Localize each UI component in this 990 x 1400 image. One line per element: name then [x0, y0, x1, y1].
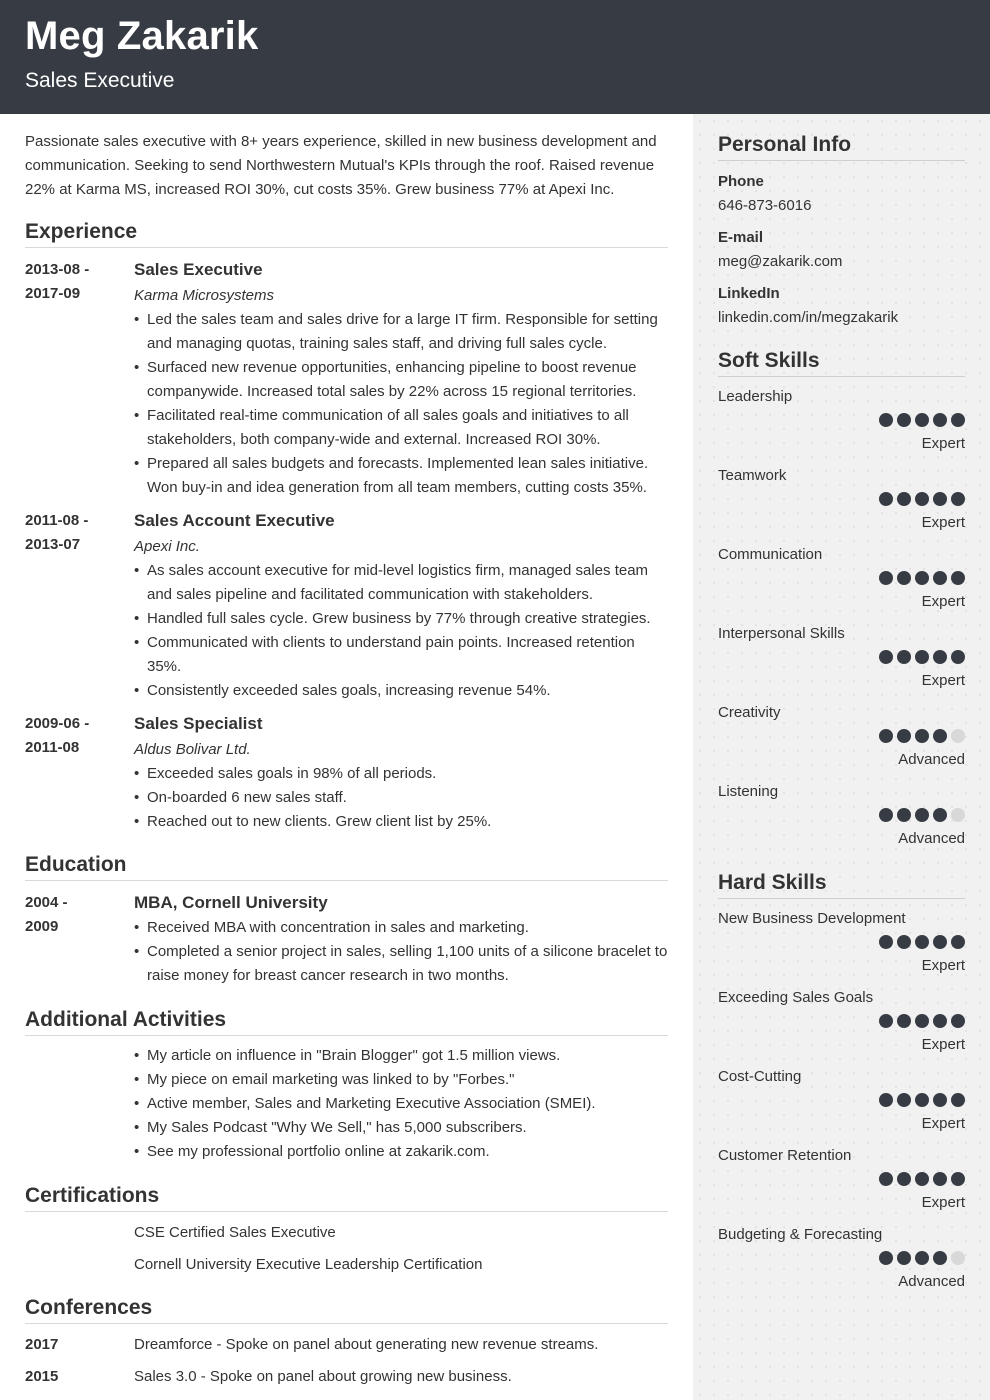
rating-dot-filled — [933, 650, 947, 664]
section-title-education: Education — [25, 853, 668, 881]
rating-dot-filled — [933, 571, 947, 585]
skill-rating — [879, 571, 965, 585]
summary: Passionate sales executive with 8+ years experience, skilled in new business development and communication. Seeking to send Northwestern Mutual's KPIs through the roof. Raised revenue 22% at Karma MS, increased ROI 30%, cut costs 35%. Grew business 77% at Apexi Inc. — [25, 133, 657, 198]
skill-item — [718, 1226, 965, 1305]
rating-dot-filled — [933, 935, 947, 949]
company-name: Karma Microsystems — [134, 287, 275, 304]
rating-dot-filled — [915, 1014, 929, 1028]
skill-item — [718, 704, 965, 783]
list-item: • Led the sales team and sales drive for a large IT firm. Responsible for setting and managing quotas, training sales staff, and driving full sales cycle. — [134, 308, 668, 356]
section-title-hard-skills: Hard Skills — [718, 871, 965, 899]
date-to: 2009 — [25, 918, 59, 935]
linkedin-label: LinkedIn — [718, 285, 780, 302]
rating-dot-filled — [933, 1172, 947, 1186]
date-range — [25, 509, 125, 557]
skill-rating — [879, 808, 965, 822]
skill-level: Expert — [921, 672, 965, 689]
skill-item — [718, 1068, 965, 1147]
skill-level: Expert — [921, 435, 965, 452]
rating-dot-filled — [915, 935, 929, 949]
rating-dot-filled — [951, 650, 965, 664]
rating-dot-filled — [915, 1093, 929, 1107]
rating-dot-filled — [915, 1172, 929, 1186]
rating-dot-filled — [897, 1251, 911, 1265]
rating-dot-filled — [897, 1172, 911, 1186]
rating-dot-filled — [933, 492, 947, 506]
list-item: • Communicated with clients to understand pain points. Increased retention 35%. — [134, 631, 668, 679]
skill-item — [718, 625, 965, 704]
list-item: • Handled full sales cycle. Grew business by 77% through creative strategies. — [134, 607, 668, 631]
section-title-personal-info: Personal Info — [718, 133, 965, 161]
skill-level: Advanced — [898, 1273, 965, 1290]
section-title-certifications: Certifications — [25, 1184, 668, 1212]
skill-item — [718, 989, 965, 1068]
list-item: • Completed a senior project in sales, selling 1,100 units of a silicone bracelet to raise money for breast cancer research in two months. — [134, 940, 668, 988]
skill-level: Expert — [921, 1115, 965, 1132]
skill-level: Expert — [921, 1036, 965, 1053]
skill-name: New Business Development — [718, 910, 906, 927]
bullet-list — [134, 559, 668, 703]
rating-dot-filled — [933, 1014, 947, 1028]
skill-name: Exceeding Sales Goals — [718, 989, 874, 1006]
rating-dot-filled — [951, 492, 965, 506]
rating-dot-filled — [951, 413, 965, 427]
skill-rating — [879, 1172, 965, 1186]
list-item: • Facilitated real-time communication of all sales goals and initiatives to all stakeholders, both company-wide and external. Increased ROI 30%. — [134, 404, 668, 452]
rating-dot-filled — [951, 571, 965, 585]
sidebar — [693, 114, 990, 1400]
date-from: 2011-08 - — [25, 512, 89, 529]
list-item: • Surfaced new revenue opportunities, enhancing pipeline to boost revenue companywide. Increased total sales by 22% across 15 regional territories. — [134, 356, 668, 404]
skill-name: Cost-Cutting — [718, 1068, 802, 1085]
list-item: • Active member, Sales and Marketing Executive Association (SMEI). — [134, 1092, 668, 1116]
rating-dot-filled — [951, 935, 965, 949]
rating-dot-filled — [879, 650, 893, 664]
rating-dot-filled — [951, 1093, 965, 1107]
date-range — [25, 258, 125, 306]
rating-dot-filled — [897, 1093, 911, 1107]
list-item: • Reached out to new clients. Grew client list by 25%. — [134, 810, 668, 834]
resume-header — [0, 0, 990, 114]
linkedin-value: linkedin.com/in/megzakarik — [718, 309, 899, 326]
rating-dot-filled — [897, 935, 911, 949]
skill-name: Leadership — [718, 388, 793, 405]
conference-year: 2017 — [25, 1336, 59, 1353]
list-item: • My article on influence in "Brain Blogger" got 1.5 million views. — [134, 1044, 668, 1068]
rating-dot-empty — [951, 1251, 965, 1265]
rating-dot-filled — [879, 571, 893, 585]
skill-rating — [879, 1014, 965, 1028]
skill-name: Listening — [718, 783, 779, 800]
rating-dot-filled — [897, 571, 911, 585]
skill-item — [718, 546, 965, 625]
skill-rating — [879, 413, 965, 427]
rating-dot-filled — [879, 492, 893, 506]
bullet-list — [134, 762, 668, 834]
rating-dot-filled — [879, 1093, 893, 1107]
rating-dot-filled — [897, 1014, 911, 1028]
rating-dot-filled — [933, 1251, 947, 1265]
list-item: • Received MBA with concentration in sales and marketing. — [134, 916, 668, 940]
skill-item — [718, 467, 965, 546]
rating-dot-filled — [915, 729, 929, 743]
company-name: Aldus Bolivar Ltd. — [134, 741, 251, 758]
skill-level: Advanced — [898, 830, 965, 847]
rating-dot-filled — [933, 808, 947, 822]
section-title-soft-skills: Soft Skills — [718, 349, 965, 377]
date-to: 2011-08 — [25, 739, 80, 756]
activities-list — [134, 1044, 668, 1164]
bullet-list — [134, 308, 668, 500]
phone-label: Phone — [718, 173, 764, 190]
date-from: 2004 - — [25, 894, 68, 911]
skill-level: Expert — [921, 957, 965, 974]
skill-level: Expert — [921, 514, 965, 531]
conference-year: 2015 — [25, 1368, 59, 1385]
rating-dot-filled — [879, 935, 893, 949]
rating-dot-filled — [879, 413, 893, 427]
rating-dot-filled — [915, 650, 929, 664]
rating-dot-empty — [951, 729, 965, 743]
list-item: • Consistently exceeded sales goals, increasing revenue 54%. — [134, 679, 668, 703]
rating-dot-filled — [897, 650, 911, 664]
job-role: Sales Executive — [134, 260, 263, 279]
candidate-title: Sales Executive — [25, 69, 175, 92]
company-name: Apexi Inc. — [134, 538, 200, 555]
skill-name: Customer Retention — [718, 1147, 852, 1164]
list-item: • Exceeded sales goals in 98% of all periods. — [134, 762, 668, 786]
date-range — [25, 891, 125, 939]
rating-dot-filled — [951, 1014, 965, 1028]
conference-text: Sales 3.0 - Spoke on panel about growing new business. — [134, 1368, 512, 1385]
rating-dot-filled — [897, 808, 911, 822]
skill-name: Teamwork — [718, 467, 787, 484]
email-value: meg@zakarik.com — [718, 253, 843, 270]
skill-level: Advanced — [898, 751, 965, 768]
skill-item — [718, 1147, 965, 1226]
conference-text: Dreamforce - Spoke on panel about generating new revenue streams. — [134, 1336, 599, 1353]
skill-item — [718, 388, 965, 467]
skill-name: Creativity — [718, 704, 781, 721]
candidate-name: Meg Zakarik — [25, 14, 259, 58]
rating-dot-filled — [879, 1014, 893, 1028]
skill-item — [718, 783, 965, 862]
skill-name: Budgeting & Forecasting — [718, 1226, 883, 1243]
date-to: 2013-07 — [25, 536, 81, 553]
rating-dot-filled — [933, 1093, 947, 1107]
rating-dot-filled — [915, 808, 929, 822]
rating-dot-filled — [897, 413, 911, 427]
rating-dot-filled — [951, 1172, 965, 1186]
section-title-activities: Additional Activities — [25, 1008, 668, 1036]
rating-dot-filled — [915, 1251, 929, 1265]
list-item: • As sales account executive for mid-level logistics firm, managed sales team and sales pipeline and facilitated communication with stakeholders. — [134, 559, 668, 607]
skill-rating — [879, 729, 965, 743]
degree-title: MBA, Cornell University — [134, 893, 328, 912]
skill-rating — [879, 935, 965, 949]
date-from: 2009-06 - — [25, 715, 90, 732]
bullet-list — [134, 916, 668, 988]
list-item: • My Sales Podcast "Why We Sell," has 5,000 subscribers. — [134, 1116, 668, 1140]
rating-dot-filled — [879, 808, 893, 822]
certification-item: CSE Certified Sales Executive — [134, 1224, 336, 1241]
rating-dot-filled — [933, 413, 947, 427]
rating-dot-filled — [933, 729, 947, 743]
skill-level: Expert — [921, 1194, 965, 1211]
skill-rating — [879, 492, 965, 506]
rating-dot-filled — [897, 492, 911, 506]
job-role: Sales Account Executive — [134, 511, 335, 530]
list-item: • Prepared all sales budgets and forecasts. Implemented lean sales initiative. Won buy-in and idea generation from all team members, cutting costs 35%. — [134, 452, 668, 500]
skill-rating — [879, 650, 965, 664]
rating-dot-filled — [879, 1251, 893, 1265]
email-label: E-mail — [718, 229, 764, 246]
job-role: Sales Specialist — [134, 714, 263, 733]
rating-dot-filled — [915, 492, 929, 506]
list-item: • See my professional portfolio online at zakarik.com. — [134, 1140, 668, 1164]
rating-dot-filled — [879, 729, 893, 743]
rating-dot-filled — [915, 571, 929, 585]
skill-name: Interpersonal Skills — [718, 625, 845, 642]
skill-rating — [879, 1251, 965, 1265]
list-item: • On-boarded 6 new sales staff. — [134, 786, 668, 810]
skill-item — [718, 910, 965, 989]
rating-dot-filled — [879, 1172, 893, 1186]
skill-rating — [879, 1093, 965, 1107]
phone-value: 646-873-6016 — [718, 197, 812, 214]
date-to: 2017-09 — [25, 285, 81, 302]
skill-name: Communication — [718, 546, 823, 563]
certification-item: Cornell University Executive Leadership Certification — [134, 1256, 483, 1273]
date-from: 2013-08 - — [25, 261, 90, 278]
section-title-experience: Experience — [25, 220, 668, 248]
rating-dot-empty — [951, 808, 965, 822]
skill-level: Expert — [921, 593, 965, 610]
section-title-conferences: Conferences — [25, 1296, 668, 1324]
date-range — [25, 712, 125, 760]
list-item: • My piece on email marketing was linked to by "Forbes." — [134, 1068, 668, 1092]
rating-dot-filled — [897, 729, 911, 743]
rating-dot-filled — [915, 413, 929, 427]
